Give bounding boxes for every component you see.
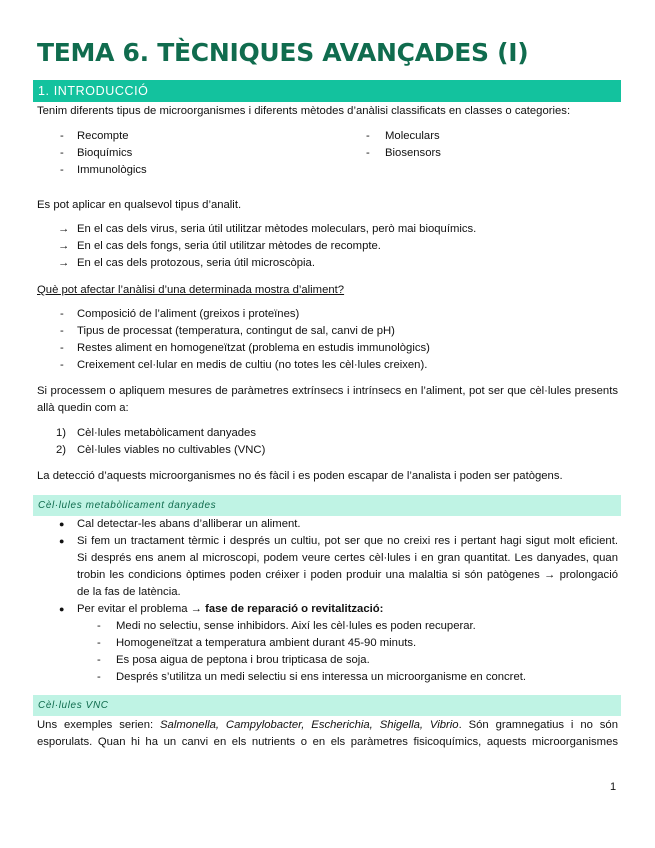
page-number: 1 bbox=[610, 781, 617, 793]
sub-item: Medi no selectiu, sense inhibidors. Així les cèl·lules es poden recuperar. bbox=[116, 620, 476, 632]
bullet-item-line: de la fas de latència. bbox=[77, 586, 181, 598]
method-item: Recompte bbox=[77, 130, 129, 142]
list-number: 1) bbox=[56, 427, 67, 439]
sub-item: Després s’utilitza un medi selectiu si ens interessa un microorganisme en concret. bbox=[116, 671, 527, 683]
method-item: Bioquímics bbox=[77, 147, 133, 159]
subsection-heading-danyades: Cèl·lules metabòlicament danyades bbox=[33, 495, 621, 516]
arrow-icon: → bbox=[58, 257, 70, 269]
sub-item: Es posa aigua de peptona i brou tripticasa de soja. bbox=[116, 654, 370, 666]
factor-item: Restes aliment en homogeneïtzat (problema en estudis immunològics) bbox=[77, 342, 430, 354]
list-dash: - bbox=[366, 130, 370, 142]
list-dash: - bbox=[60, 359, 64, 371]
list-dash: - bbox=[60, 342, 64, 354]
numbered-item: Cèl·lules metabòlicament danyades bbox=[77, 427, 256, 439]
subsection-heading-vnc: Cèl·lules VNC bbox=[33, 695, 621, 716]
list-dash: - bbox=[97, 671, 101, 683]
bullet-item: Cal detectar-les abans d’alliberar un aliment. bbox=[77, 518, 301, 530]
bullet-text-prefix: Per evitar el problema → bbox=[77, 603, 206, 615]
bullet-item bbox=[77, 602, 383, 617]
list-dash: - bbox=[60, 130, 64, 142]
list-number: 2) bbox=[56, 444, 67, 456]
method-item: Moleculars bbox=[385, 130, 440, 142]
sub-item: Homogeneïtzat a temperatura ambient durant 45-90 minuts. bbox=[116, 637, 417, 649]
bullet-icon: ● bbox=[59, 519, 65, 529]
list-dash: - bbox=[97, 637, 101, 649]
bullet-item-line: trobin les condicions òptimes poden créixer i poden produir una malaltia si són patògenes → prolongació bbox=[77, 569, 618, 581]
vnc-paragraph-line: esporulats. Quan hi ha un canvi en els nutrients o en els paràmetres fisicoquímics, aquests microorganismes bbox=[37, 736, 618, 748]
factor-item: Tipus de processat (temperatura, contingut de sal, canvi de pH) bbox=[77, 325, 395, 337]
vnc-species-list: Salmonella, Campylobacter, Escherichia, Shigella, Vibrio bbox=[160, 719, 459, 731]
detection-paragraph: La detecció d’aquests microorganismes no és fàcil i es poden escapar de l’analista i poden ser patògens. bbox=[37, 470, 563, 482]
method-item: Biosensors bbox=[385, 147, 441, 159]
arrow-item: En el cas dels fongs, seria útil utilitzar mètodes de recompte. bbox=[77, 240, 381, 252]
document-title: TEMA 6. TÈCNIQUES AVANÇADES (I) bbox=[37, 38, 529, 67]
list-dash: - bbox=[97, 654, 101, 666]
list-dash: - bbox=[60, 308, 64, 320]
bullet-item-line: Si fem un tractament tèrmic i després un cultiu, pot ser que no creixi res i pertant hagi sigut molt eficient. bbox=[77, 535, 618, 547]
vnc-text-prefix: Uns exemples serien: bbox=[37, 719, 160, 731]
intro-paragraph: Tenim diferents tipus de microorganismes i diferents mètodes d’anàlisi classificats en classes o categories: bbox=[37, 105, 571, 117]
list-dash: - bbox=[366, 147, 370, 159]
vnc-text-suffix: . Són gramnegatius i no són bbox=[458, 719, 618, 731]
question-heading: Què pot afectar l’anàlisi d’una determinada mostra d’aliment? bbox=[37, 284, 345, 296]
list-dash: - bbox=[60, 164, 64, 176]
bullet-icon: ● bbox=[59, 536, 65, 546]
apply-paragraph: Es pot aplicar en qualsevol tipus d’analit. bbox=[37, 199, 242, 211]
factor-item: Composició de l’aliment (greixos i proteïnes) bbox=[77, 308, 300, 320]
bullet-text-bold: fase de reparació o revitalització: bbox=[205, 603, 384, 615]
list-dash: - bbox=[60, 325, 64, 337]
arrow-item: En el cas dels virus, seria útil utilitzar mètodes moleculars, però mai bioquímics. bbox=[77, 223, 477, 235]
list-dash: - bbox=[97, 620, 101, 632]
process-paragraph-line: Si processem o apliquem mesures de paràmetres extrínsecs i intrínsecs en l’aliment, pot ser que cèl·lules presents bbox=[37, 385, 618, 397]
arrow-item: En el cas dels protozous, seria útil microscòpia. bbox=[77, 257, 315, 269]
bullet-item-line: Si després ens anem al microscopi, podem veure certes cèl·lules i en gran quantitat. Les danyades, quan bbox=[77, 552, 618, 564]
numbered-item: Cèl·lules viables no cultivables (VNC) bbox=[77, 444, 266, 456]
bullet-icon: ● bbox=[59, 604, 65, 614]
vnc-paragraph-line bbox=[37, 718, 618, 733]
section-heading-introduccio: 1. INTRODUCCIÓ bbox=[33, 80, 621, 102]
arrow-icon: → bbox=[58, 240, 70, 252]
factor-item: Creixement cel·lular en medis de cultiu (no totes les cèl·lules creixen). bbox=[77, 359, 428, 371]
method-item: Immunològics bbox=[77, 164, 147, 176]
arrow-icon: → bbox=[58, 223, 70, 235]
list-dash: - bbox=[60, 147, 64, 159]
process-paragraph-line: allà quedin com a: bbox=[37, 402, 129, 414]
